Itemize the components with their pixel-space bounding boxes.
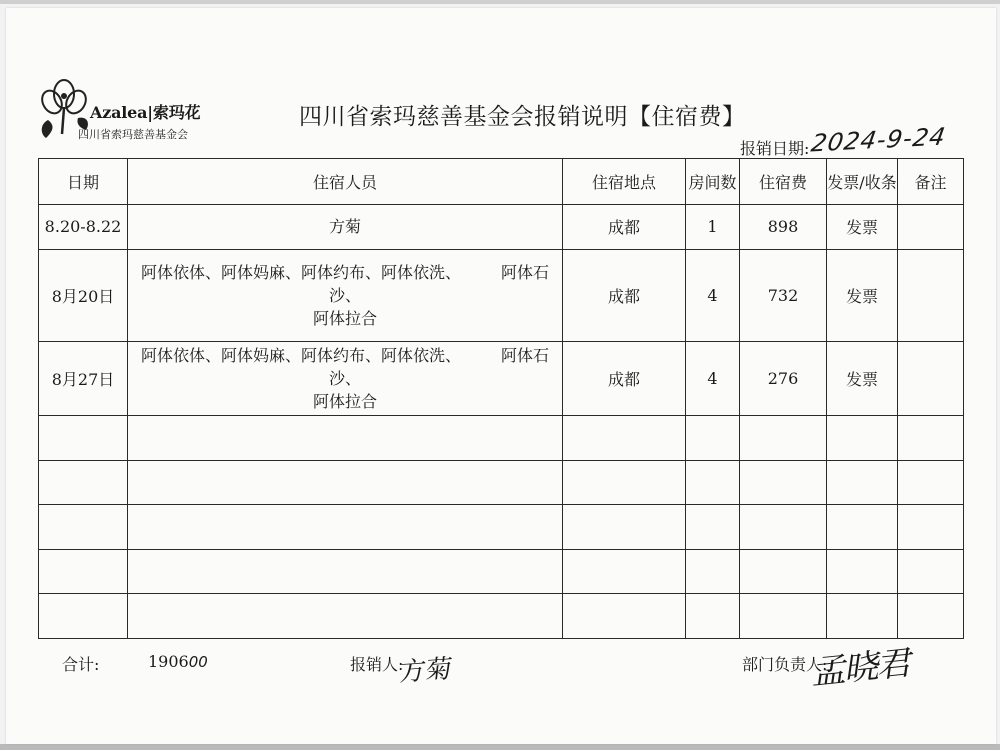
cell-fee: 276 <box>740 342 827 416</box>
cell-remark <box>898 250 964 342</box>
org-logo <box>38 72 201 152</box>
table-row-empty <box>39 416 964 461</box>
cell-persons <box>128 250 563 342</box>
persons-line: 方菊 <box>328 217 361 237</box>
table-header-row <box>39 159 964 205</box>
claimant-label: 报销人: <box>350 655 404 674</box>
date-handwritten: 2024-9-24 <box>809 122 949 158</box>
persons-line: 阿体拉合 <box>312 309 377 329</box>
cell-persons <box>128 342 563 416</box>
table-row <box>39 342 964 416</box>
col-header-date: 日期 <box>39 159 128 205</box>
cell-receipt: 发票 <box>827 342 898 416</box>
cell-receipt: 发票 <box>827 204 898 250</box>
col-header-rooms: 房间数 <box>686 159 740 205</box>
col-header-remark: 备注 <box>898 159 964 205</box>
cell-remark <box>898 342 964 416</box>
col-header-receipt: 发票/收条 <box>827 159 898 205</box>
col-header-fee: 住宿费 <box>740 159 827 205</box>
total-label: 合计: <box>62 655 100 674</box>
table-row-empty <box>39 594 964 639</box>
cell-date: 8.20-8.22 <box>39 204 128 250</box>
cell-remark <box>898 204 964 250</box>
col-header-persons: 住宿人员 <box>128 159 563 205</box>
department-head-label: 部门负责人: <box>742 655 828 674</box>
table-row-empty <box>39 460 964 505</box>
table-row-empty <box>39 549 964 594</box>
claimant-signature: 方菊 <box>397 654 454 688</box>
col-header-location: 住宿地点 <box>563 159 686 205</box>
total-value: 1906 <box>148 652 189 671</box>
expense-table <box>38 158 964 639</box>
date-label: 报销日期: <box>740 139 810 158</box>
total-amount <box>148 652 208 671</box>
cell-rooms: 4 <box>686 250 740 342</box>
total-cents-handwritten: 00 <box>188 653 208 671</box>
cell-fee: 898 <box>740 204 827 250</box>
scan-top-edge <box>0 0 1000 4</box>
brand-name: Azalea|索玛花 <box>90 103 201 122</box>
scan-bottom-edge <box>0 744 1000 750</box>
cell-date: 8月20日 <box>39 250 128 342</box>
cell-fee: 732 <box>740 250 827 342</box>
page-title: 四川省索玛慈善基金会报销说明【住宿费】 <box>299 104 746 130</box>
org-name: 四川省索玛慈善基金会 <box>78 128 188 141</box>
cell-rooms: 4 <box>686 342 740 416</box>
persons-line: 阿体依体、阿体妈麻、阿体约布、阿体依洗、 阿体石沙、 <box>140 263 549 306</box>
table-row <box>39 250 964 342</box>
table-row <box>39 204 964 250</box>
cell-date: 8月27日 <box>39 342 128 416</box>
persons-line: 阿体依体、阿体妈麻、阿体约布、阿体依洗、 阿体石沙、 <box>140 346 549 389</box>
table-row-empty <box>39 505 964 550</box>
cell-receipt: 发票 <box>827 250 898 342</box>
persons-line: 阿体拉合 <box>312 392 377 412</box>
cell-location: 成都 <box>563 342 686 416</box>
cell-rooms: 1 <box>686 204 740 250</box>
department-head-signature: 孟晓君 <box>810 643 915 693</box>
cell-location: 成都 <box>563 250 686 342</box>
cell-location: 成都 <box>563 204 686 250</box>
cell-persons <box>128 204 563 250</box>
